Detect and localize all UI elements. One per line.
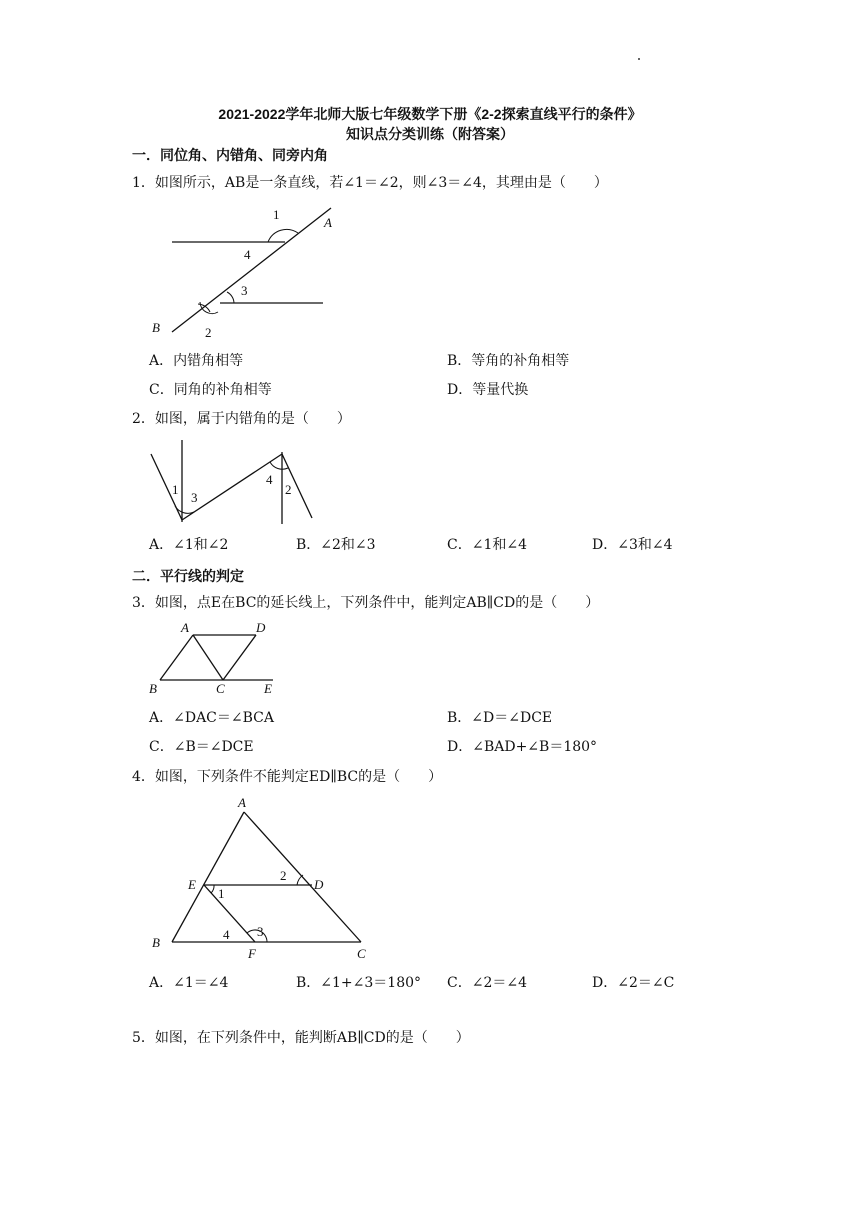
option-c[interactable]: C．∠1和∠4	[447, 537, 527, 553]
label-3: 3	[191, 490, 198, 505]
label-3: 3	[257, 924, 264, 939]
option-b[interactable]: B．等角的补角相等	[447, 353, 570, 369]
label-3: 3	[241, 283, 248, 298]
question-2	[132, 410, 351, 428]
option-c[interactable]: C．∠2＝∠4	[447, 975, 527, 991]
option-d[interactable]: D．∠2＝∠C	[592, 975, 675, 991]
question-1	[132, 174, 608, 192]
option-c[interactable]: C．同角的补角相等	[149, 382, 272, 398]
stray-dot	[638, 58, 640, 60]
question-4	[132, 768, 442, 786]
point-a: A	[238, 795, 246, 810]
point-a: A	[181, 620, 189, 635]
option-b[interactable]: B．∠1+∠3＝180°	[296, 975, 422, 991]
question-5	[132, 1029, 470, 1047]
point-b: B	[149, 681, 157, 696]
question-number: 3．	[132, 595, 155, 611]
option-d[interactable]: D．∠3和∠4	[592, 537, 673, 553]
question-number: 5．	[132, 1030, 155, 1046]
figure-q4	[140, 792, 380, 962]
point-a: A	[324, 215, 332, 230]
option-a[interactable]: A．∠1和∠2	[149, 537, 229, 553]
option-d[interactable]: D．∠BAD+∠B＝180°	[447, 739, 598, 755]
point-c: C	[357, 946, 366, 961]
question-number: 1．	[132, 175, 155, 191]
label-1: 1	[218, 886, 225, 901]
option-b[interactable]: B．∠2和∠3	[296, 537, 376, 553]
label-1: 1	[273, 207, 280, 222]
label-4: 4	[244, 247, 251, 262]
figure-q3	[140, 616, 300, 698]
point-d: D	[314, 877, 324, 892]
label-2: 2	[205, 325, 212, 340]
option-a[interactable]: A．内错角相等	[149, 353, 244, 369]
document-subtitle: 知识点分类训练（附答案）	[346, 126, 514, 142]
point-f: F	[248, 946, 256, 961]
section-heading-2: 二．平行线的判定	[132, 568, 244, 584]
question-text: 如图，下列条件不能判定ED∥BC的是（ ）	[154, 769, 443, 785]
question-number: 2．	[132, 411, 155, 427]
point-c: C	[216, 681, 225, 696]
point-d: D	[256, 620, 266, 635]
label-4: 4	[223, 927, 230, 942]
section-heading-1: 一．同位角、内错角、同旁内角	[132, 147, 328, 163]
label-2: 2	[280, 868, 287, 883]
question-number: 4．	[132, 769, 155, 785]
question-text: 如图，属于内错角的是（ ）	[154, 411, 351, 427]
option-c[interactable]: C．∠B＝∠DCE	[149, 739, 254, 755]
option-d[interactable]: D．等量代换	[447, 382, 529, 398]
option-b[interactable]: B．∠D＝∠DCE	[447, 710, 553, 726]
question-text: 如图，在下列条件中，能判断AB∥CD的是（ ）	[154, 1030, 470, 1046]
label-2: 2	[285, 482, 292, 497]
document-title: 2021-2022学年北师大版七年级数学下册《2-2探索直线平行的条件》	[218, 106, 642, 122]
figure-q1	[140, 196, 360, 344]
point-e: E	[264, 681, 272, 696]
point-e: E	[188, 877, 196, 892]
question-text: 如图所示，AB是一条直线，若∠1＝∠2，则∠3＝∠4，其理由是（ ）	[154, 175, 608, 191]
point-b: B	[152, 320, 160, 335]
label-4: 4	[266, 472, 273, 487]
question-3	[132, 594, 599, 612]
option-a[interactable]: A．∠DAC＝∠BCA	[149, 710, 274, 726]
figure-q2	[140, 432, 330, 528]
point-b: B	[152, 935, 160, 950]
option-a[interactable]: A．∠1＝∠4	[149, 975, 229, 991]
label-1: 1	[172, 482, 179, 497]
question-text: 如图，点E在BC的延长线上，下列条件中，能判定AB∥CD的是（ ）	[154, 595, 600, 611]
